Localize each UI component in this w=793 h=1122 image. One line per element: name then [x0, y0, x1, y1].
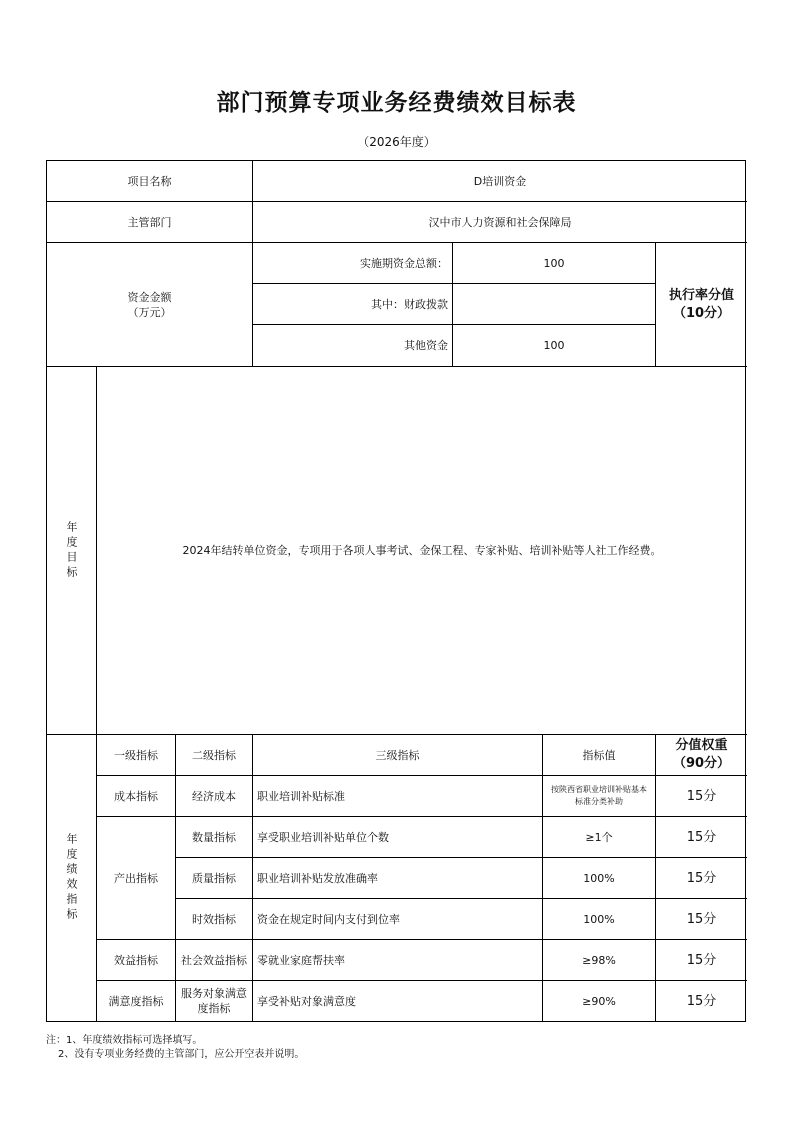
row-level3: 享受补贴对象满意度: [253, 981, 543, 1021]
execution-rate-score: （10分）: [672, 305, 731, 321]
execution-rate-cell: [656, 243, 747, 367]
annual-goal-text: 2024年结转单位资金，专项用于各项人事考试、金保工程、专家补贴、培训补贴等人社工作经费。: [97, 367, 747, 735]
row-level3: 职业培训补贴标准: [253, 776, 543, 817]
page-title: 部门预算专项业务经费绩效目标表: [216, 90, 577, 116]
footnotes: [46, 1034, 304, 1062]
row-level2: 数量指标: [176, 817, 253, 858]
row-level2: 经济成本: [176, 776, 253, 817]
group-cost: 成本指标: [97, 776, 176, 817]
project-name-value: D培训资金: [253, 161, 747, 202]
project-name-label: 项目名称: [47, 161, 253, 202]
header-level3: 三级指标: [253, 735, 543, 776]
row-value: ≥1个: [543, 817, 656, 858]
row-weight: 15分: [656, 817, 747, 858]
funds-total-label: 实施期资金总额：: [253, 243, 453, 284]
group-output: 产出指标: [97, 817, 176, 940]
row-weight: 15分: [656, 899, 747, 940]
row-level2: 服务对象满意度指标: [176, 981, 253, 1021]
funds-unit: （万元）: [127, 305, 172, 319]
row-weight: 15分: [656, 776, 747, 817]
department-value: 汉中市人力资源和社会保障局: [253, 202, 747, 243]
header-weight: 分值权重: [675, 738, 728, 753]
row-level3: 资金在规定时间内支付到位率: [253, 899, 543, 940]
row-level2: 社会效益指标: [176, 940, 253, 981]
row-level3: 职业培训补贴发放准确率: [253, 858, 543, 899]
department-label: 主管部门: [47, 202, 253, 243]
annual-goal-label-cell: [47, 367, 97, 735]
annual-goal-label: 年度目标: [65, 520, 78, 581]
footnote: 2、没有专项业务经费的主管部门，应公开空表并说明。: [58, 1049, 305, 1060]
execution-rate-label: 执行率分值: [668, 287, 734, 303]
row-level2: 质量指标: [176, 858, 253, 899]
performance-table: [46, 160, 746, 1022]
row-value: 100%: [543, 858, 656, 899]
funds-other-value: 100: [453, 325, 656, 367]
header-level2: 二级指标: [176, 735, 253, 776]
funds-total-value: 100: [453, 243, 656, 284]
row-value: ≥98%: [543, 940, 656, 981]
funds-other-label: 其他资金: [253, 325, 453, 367]
funds-label-cell: [47, 243, 253, 367]
row-weight: 15分: [656, 858, 747, 899]
row-level3: 享受职业培训补贴单位个数: [253, 817, 543, 858]
funds-fiscal-value: [453, 284, 656, 325]
row-level2: 时效指标: [176, 899, 253, 940]
header-weight-score: （90分）: [672, 756, 731, 771]
header-value: 指标值: [543, 735, 656, 776]
row-weight: 15分: [686, 993, 717, 1009]
group-benefit: 效益指标: [97, 940, 176, 981]
indicators-label: 年度绩效指标: [65, 833, 78, 923]
row-value: 按陕西省职业培训补贴基本标准分类补助: [543, 776, 656, 817]
row-value: ≥90%: [543, 981, 656, 1021]
footnote: 注：1、年度绩效指标可选择填写。: [46, 1035, 203, 1046]
row-value: 100%: [543, 899, 656, 940]
row-weight: 15分: [656, 940, 747, 981]
header-weight-cell: [656, 735, 747, 776]
funds-fiscal-label: 其中：财政拨款: [253, 284, 453, 325]
group-satisfaction: 满意度指标: [97, 981, 176, 1021]
header-level1: 一级指标: [97, 735, 176, 776]
page-subtitle: （2026年度）: [357, 135, 436, 149]
funds-label: 资金金额: [127, 290, 172, 304]
row-level3: 零就业家庭帮扶率: [253, 940, 543, 981]
indicators-label-cell: [47, 735, 97, 1021]
